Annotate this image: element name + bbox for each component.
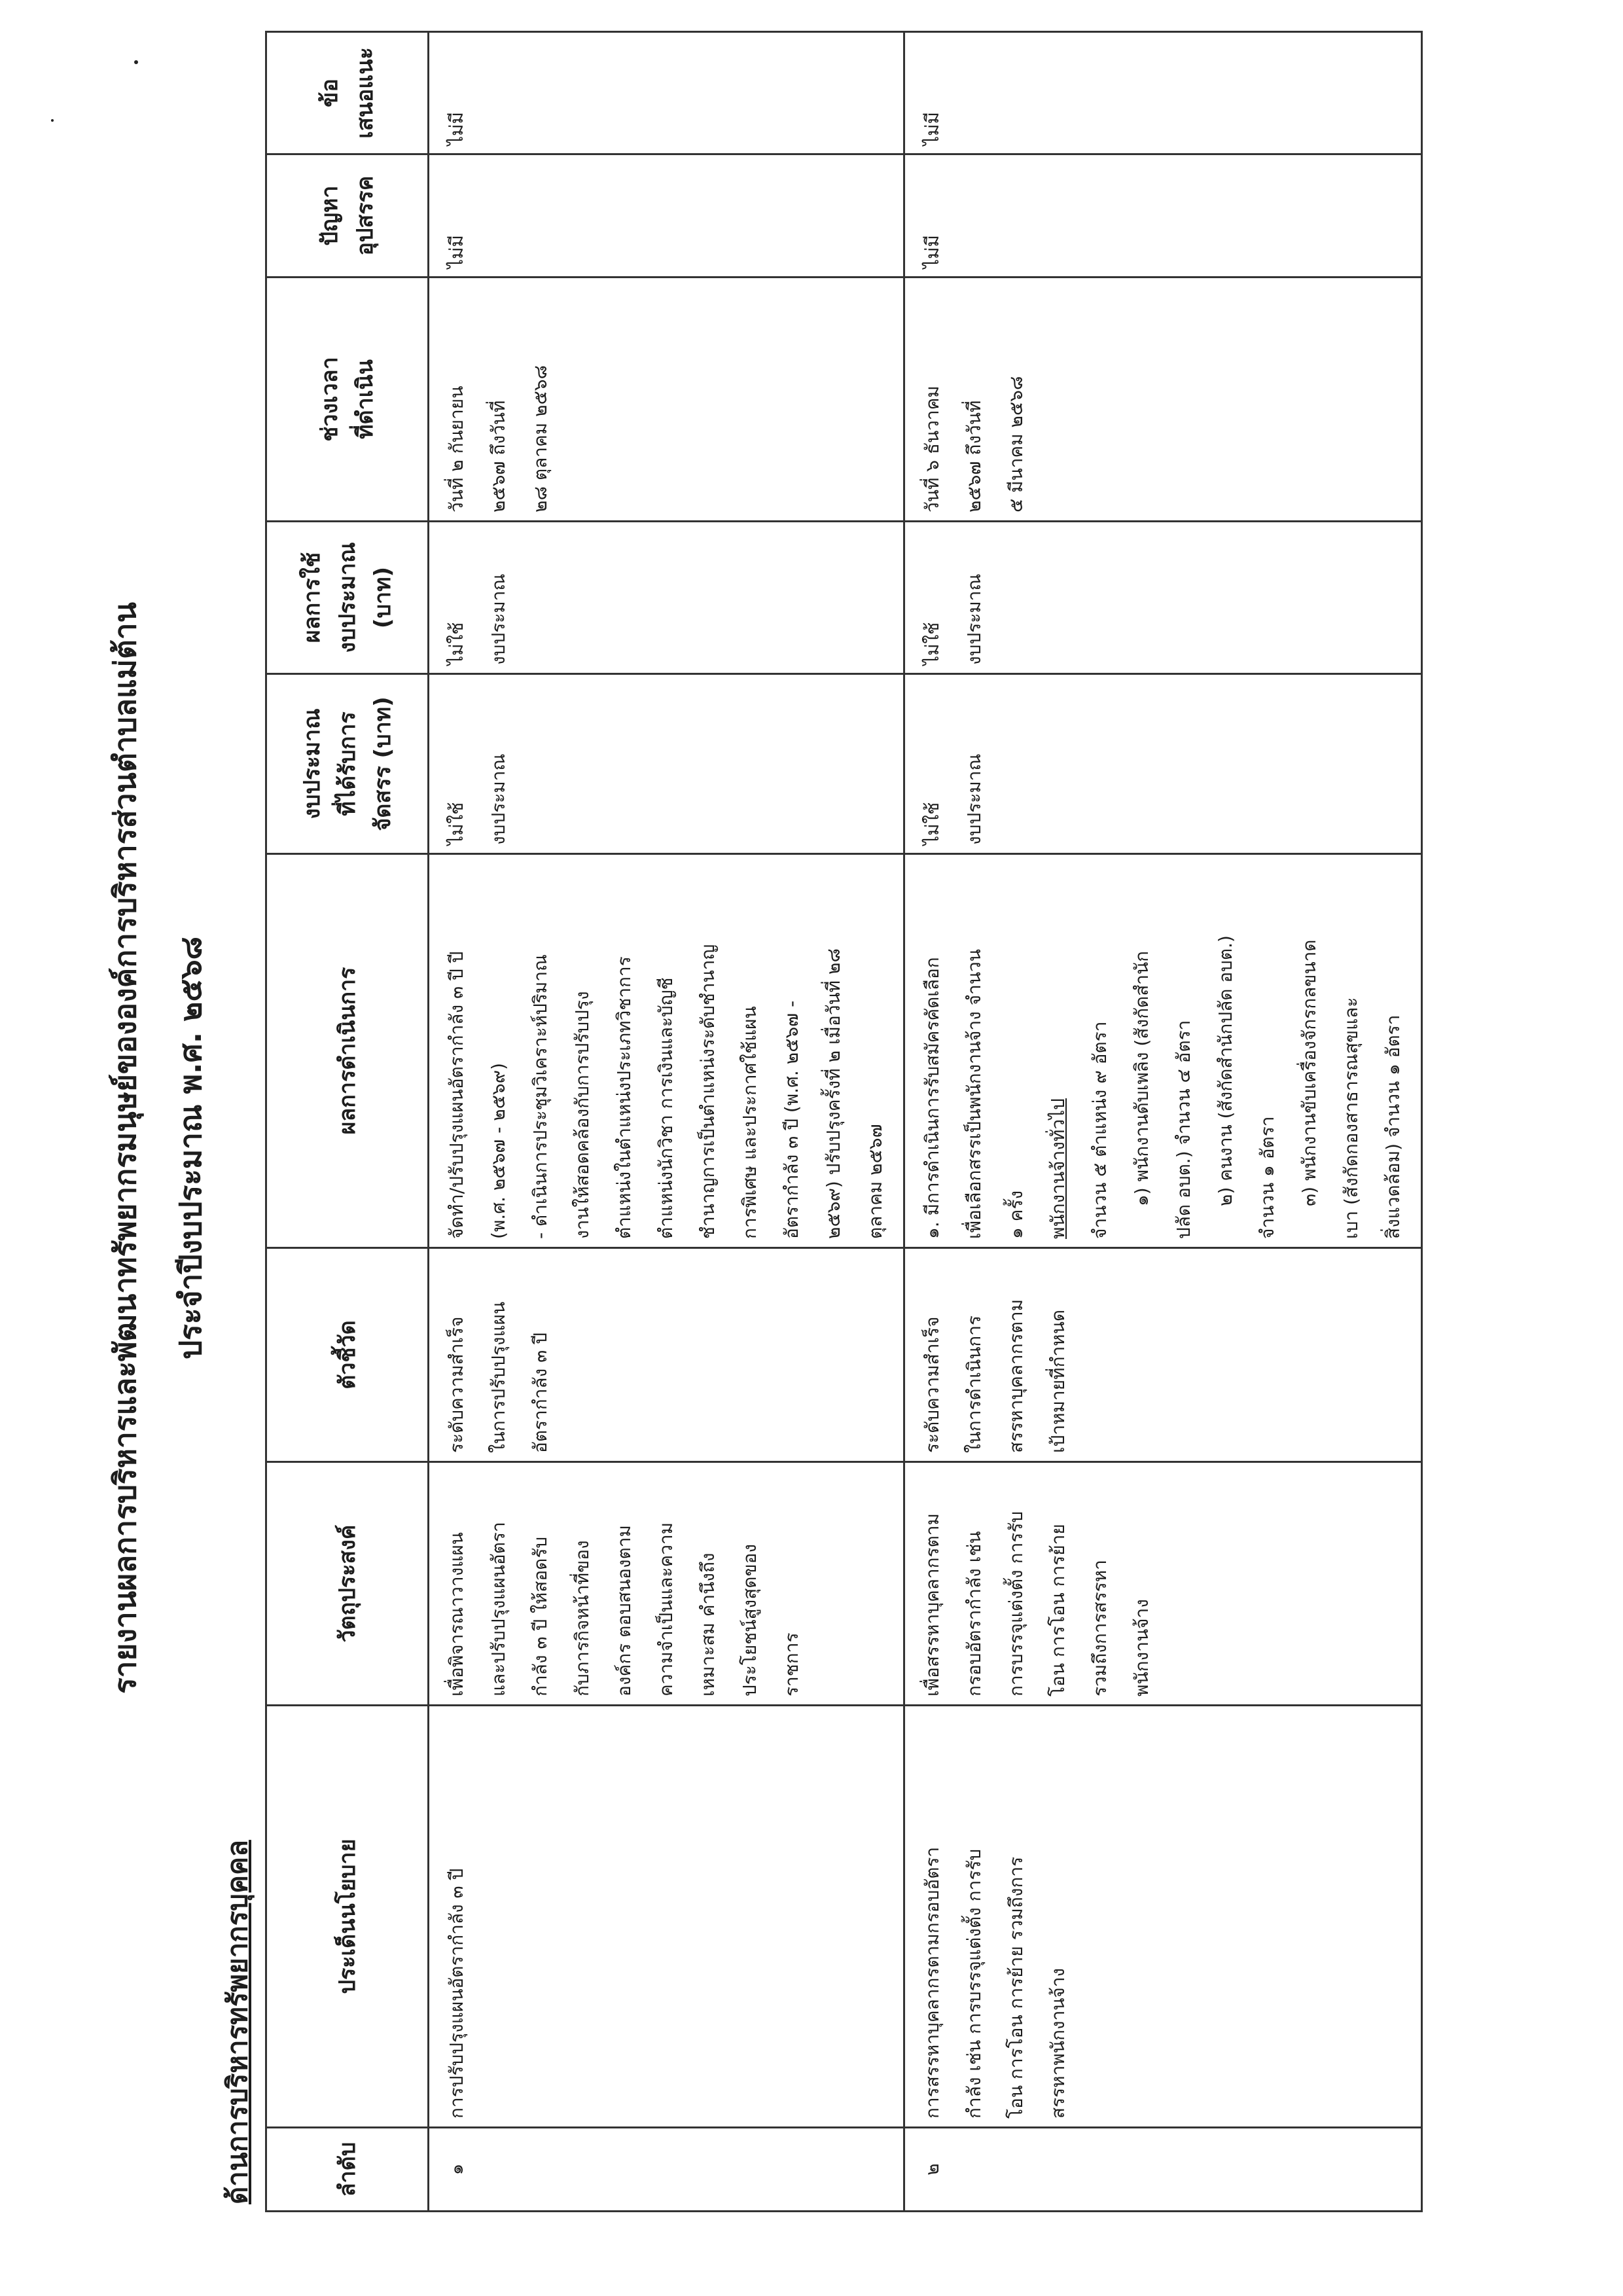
period-cell	[904, 278, 1422, 522]
table-row	[904, 32, 1422, 2212]
indicator-line: ในการปรับปรุงแผน	[488, 1301, 509, 1453]
header-objective: วัตถุประสงค์	[266, 1462, 429, 1706]
budget-allocated-cell	[429, 674, 904, 854]
header-budget-allocated	[266, 674, 429, 854]
indicator-line: เป้าหมายที่กำหนด	[1047, 1309, 1069, 1453]
result-line: สิ่งแวดล้อม) จำนวน ๑ อัตรา	[1382, 1014, 1404, 1239]
indicator-line: ในการดำเนินการ	[963, 1316, 985, 1453]
budget-used-cell	[429, 522, 904, 674]
objective-line: โอน การโอน การย้าย	[1047, 1524, 1069, 1696]
result-line: จำนวน ๕ ตำแหน่ง ๙ อัตรา	[1089, 1021, 1111, 1239]
objective-line: รวมถึงการสรรหา	[1089, 1560, 1111, 1696]
result-cell	[904, 854, 1422, 1248]
objective-line: กรอบอัตรากำลัง เช่น	[963, 1531, 985, 1696]
indicator-line: สรรหาบุคลากรตาม	[1005, 1299, 1027, 1453]
policy-cell	[904, 1706, 1422, 2128]
report-title: รายงานผลการบริหารและพัฒนาทรัพยากรมนุษย์ขององค์การบริหารส่วนตำบลแม่ต้าน	[107, 601, 143, 1695]
policy-line: โอน การโอน การย้าย รวมถึงการ	[1005, 1856, 1027, 2119]
header-result: ผลการดำเนินการ	[266, 854, 429, 1248]
budget-line: งบประมาณ	[488, 573, 509, 665]
header-line: งบประมาณ	[334, 542, 361, 653]
period-line: ๒๘ ตุลาคม ๒๕๖๘	[529, 365, 551, 512]
period-line: วันที่ ๖ ธันวาคม	[921, 386, 943, 512]
result-line: ตำแหน่งนักวิชา การเงินและบัญชี	[655, 977, 677, 1239]
header-line: ช่วงเวลา	[316, 357, 343, 442]
indicator-cell	[429, 1248, 904, 1462]
budget-used-cell	[904, 522, 1422, 674]
header-line: อุปสรรค	[351, 175, 378, 256]
table-header-row	[266, 32, 429, 2212]
objective-cell	[429, 1462, 904, 1706]
result-line: จัดทำ/ปรับปรุงแผนอัตรากำลัง ๓ ปี ปี	[446, 951, 467, 1239]
period-line: ๒๕๖๗ ถึงวันที่	[488, 400, 509, 512]
table-row	[429, 32, 904, 2212]
objective-line: องค์กร ตอบสนองตาม	[613, 1525, 635, 1696]
budget-line: งบประมาณ	[963, 573, 985, 665]
budget-line: งบประมาณ	[488, 753, 509, 845]
header-line: ปัญหา	[316, 185, 343, 246]
problem-cell: ไม่มี	[904, 154, 1422, 278]
header-line: ข้อ	[316, 79, 343, 107]
scan-speck	[134, 60, 138, 64]
header-policy: ประเด็นนโยบาย	[266, 1706, 429, 2128]
result-line: ตุลาคม ๒๕๖๗	[865, 1124, 886, 1239]
objective-line: กับภารกิจหน้าที่ของ	[571, 1540, 593, 1696]
result-line: เพื่อเลือกสรรเป็นพนักงานจ้าง จำนวน	[963, 949, 985, 1239]
objective-line: ความจำเป็นและความ	[655, 1522, 677, 1696]
budget-allocated-cell	[904, 674, 1422, 854]
policy-line: สรรหาพนักงานจ้าง	[1047, 1967, 1069, 2119]
indicator-cell	[904, 1248, 1422, 1462]
period-line: ๕ มีนาคม ๒๕๖๘	[1005, 376, 1027, 512]
header-period	[266, 278, 429, 522]
header-problem	[266, 154, 429, 278]
result-line: ๑ ครั้ง	[1005, 1190, 1027, 1239]
budget-line: งบประมาณ	[963, 753, 985, 845]
result-line: ๑) พนักงานดับเพลิง (สังกัดสำนัก	[1131, 950, 1152, 1206]
header-line: ที่ดำเนิน	[351, 359, 378, 439]
indicator-line: ระดับความสำเร็จ	[921, 1316, 943, 1453]
objective-line: เพื่อสรรหาบุคลากรตาม	[921, 1513, 943, 1696]
indicator-line: อัตรากำลัง ๓ ปี	[529, 1333, 551, 1453]
result-line: ๓) พนักงานขับเครื่องจักรกลขนาด	[1298, 939, 1320, 1206]
policy-line: การสรรหาบุคลากรตามกรอบอัตรา	[921, 1846, 943, 2119]
result-line: ๒) คนงาน (สังกัดสำนักปลัด อบต.)	[1215, 935, 1236, 1206]
objective-line: ราชการ	[781, 1632, 802, 1696]
result-line: - ดำเนินการประชุมวิเคราะห์ปริมาณ	[529, 954, 551, 1239]
result-line: ชำนาญการเป็นตำแหน่งระดับชำนาญ	[697, 944, 719, 1239]
header-line: เสนอแนะ	[351, 47, 378, 139]
budget-line: ไม่ใช้	[921, 622, 943, 665]
objective-line: และปรับปรุงแผนอัตรา	[488, 1522, 509, 1696]
budget-line: ไม่ใช้	[446, 622, 467, 665]
scan-speck	[51, 119, 54, 122]
report-table	[265, 31, 1423, 2212]
header-budget-used	[266, 522, 429, 674]
policy-cell	[429, 1706, 904, 2128]
header-line: ที่ได้รับการ	[334, 711, 361, 816]
result-line: ๑. มีการดำเนินการรับสมัครคัดเลือก	[921, 957, 943, 1239]
header-line: งบประมาณ	[298, 708, 325, 819]
result-line: การพิเศษ และประกาศใช้แผน	[739, 1006, 760, 1239]
header-line: จัดสรร (บาท)	[369, 696, 396, 831]
result-line: งานให้สอดคล้องกับการปรับปรุง	[571, 991, 593, 1239]
policy-line: กำลัง เช่น การบรรจุแต่งตั้ง การรับ	[963, 1848, 985, 2119]
header-line: (บาท)	[369, 566, 396, 629]
period-cell	[429, 278, 904, 522]
result-line: เบา (สังกัดกองสาธารณสุขและ	[1340, 997, 1362, 1239]
objective-line: กำลัง ๓ ปี ให้สอดรับ	[529, 1536, 551, 1696]
period-line: ๒๕๖๗ ถึงวันที่	[963, 400, 985, 512]
result-line: (พ.ศ. ๒๕๖๗ - ๒๕๖๙)	[488, 1062, 509, 1239]
section-heading: ด้านการบริหารทรัพยากรบุคคล	[221, 1840, 253, 2204]
problem-cell: ไม่มี	[429, 154, 904, 278]
result-line: ปลัด อบต.) จำนวน ๔ อัตรา	[1173, 1020, 1194, 1239]
row-number: ๒	[904, 2128, 1422, 2212]
objective-line: ประโยชน์สูงสุดของ	[739, 1543, 760, 1696]
period-line: วันที่ ๒ กันยายน	[446, 386, 467, 512]
result-line: ตำแหน่งในตำแหน่งประเภทวิชาการ	[613, 956, 635, 1239]
result-cell	[429, 854, 904, 1248]
objective-cell	[904, 1462, 1422, 1706]
result-subheading: พนักงานจ้างทั่วไป	[1047, 1098, 1069, 1239]
row-number: ๑	[429, 2128, 904, 2212]
suggestion-cell: ไม่มี	[904, 32, 1422, 154]
objective-line: พนักงานจ้าง	[1131, 1599, 1152, 1696]
header-no: ลำดับ	[266, 2128, 429, 2212]
budget-line: ไม่ใช้	[446, 802, 467, 845]
header-indicator: ตัวชี้วัด	[266, 1248, 429, 1462]
result-line: จำนวน ๑ อัตรา	[1257, 1116, 1278, 1239]
suggestion-cell: ไม่มี	[429, 32, 904, 154]
result-line: ๒๕๖๙) ปรับปรุงครั้งที่ ๒ เมื่อวันที่ ๒๘	[823, 948, 844, 1239]
result-line: อัตรากำลัง ๓ ปี (พ.ศ. ๒๕๖๗ -	[781, 1000, 802, 1239]
objective-line: เพื่อพิจารณาวางแผน	[446, 1532, 467, 1696]
policy-line: การปรับปรุงแผนอัตรากำลัง ๓ ปี	[446, 1868, 467, 2119]
budget-line: ไม่ใช้	[921, 802, 943, 845]
objective-line: เหมาะสม คำนึงถึง	[697, 1552, 719, 1696]
indicator-line: ระดับความสำเร็จ	[446, 1316, 467, 1453]
report-fiscal-year: ประจำปีงบประมาณ พ.ศ. ๒๕๖๘	[173, 936, 208, 1360]
header-suggestion	[266, 32, 429, 154]
header-line: ผลการใช้	[298, 552, 325, 643]
objective-line: การบรรจุแต่งตั้ง การรับ	[1005, 1511, 1027, 1696]
